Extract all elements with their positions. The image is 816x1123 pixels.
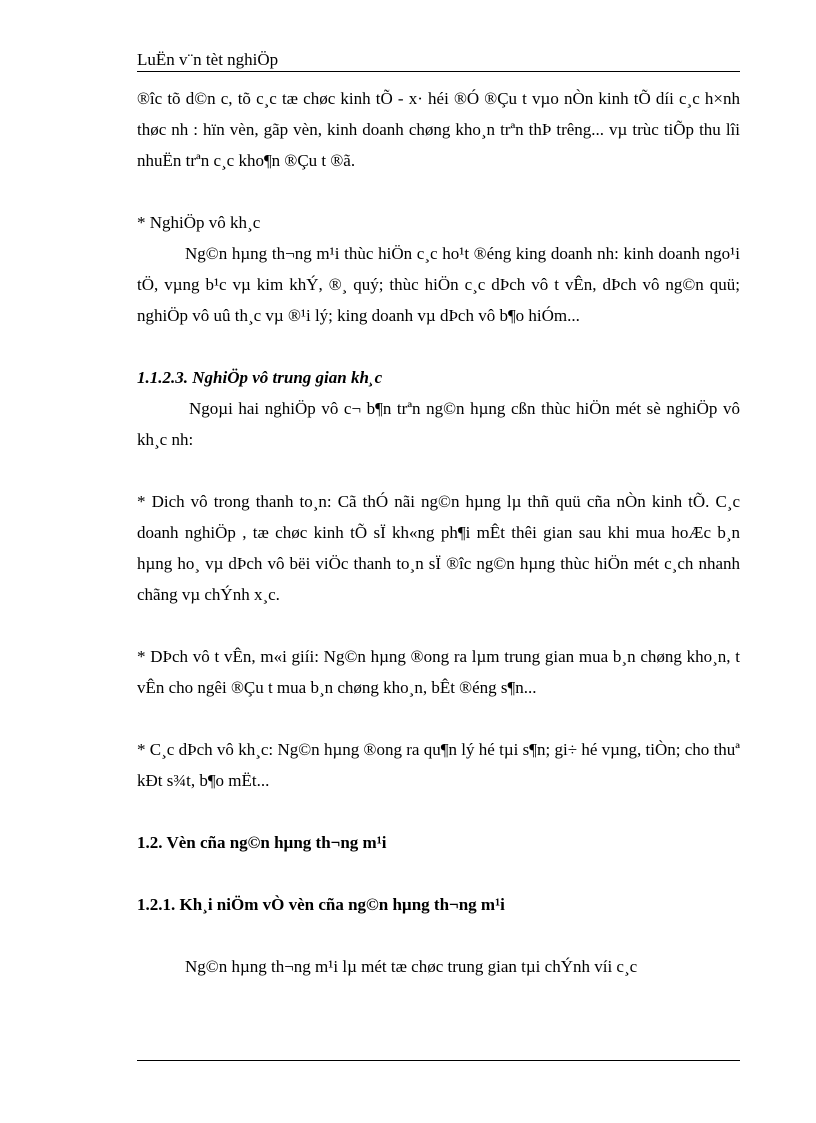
paragraph-investment: ®îc tõ d©n c, tõ c¸c tæ chøc kinh tÕ - x· héi ®Ó ®Çu t vµo nÒn kinh tÕ díi c¸c h×nh thøc nh : hïn vèn, gãp vèn, kinh doanh chøng kho¸n trªn thÞ trêng... vµ trùc tiÕp thu lîi nhuËn trªn c¸c kho¶n ®Çu t ®ã. bbox=[137, 89, 740, 170]
paragraph-brokerage-services: * DÞch vô t vÊn, m«i giíi: Ng©n hµng ®ong ra lµm trung gian mua b¸n chøng kho¸n, t vÊn cho ngêi ®Çu t mua b¸n chøng kho¸n, bÊt ®éng s¶n... bbox=[137, 647, 740, 697]
spacer bbox=[137, 796, 740, 827]
paragraph-other-services: Ng©n hµng th¬ng m¹i thùc hiÖn c¸c ho¹t ®éng king doanh nh: kinh doanh ngo¹i tÖ, vµng b¹c vµ kim khÝ, ®¸ quý; thùc hiÖn c¸c dÞch vô t vÊn, dÞch vô ng©n quü; nghiÖp vô uû th¸c vµ ®¹i lý; king doanh vµ dÞch vô b¶o hiÓm... bbox=[137, 244, 740, 325]
spacer bbox=[137, 610, 740, 641]
spacer bbox=[137, 331, 740, 362]
spacer bbox=[137, 176, 740, 207]
section-heading-1-2: 1.2. Vèn cña ng©n hµng th¬ng m¹i bbox=[137, 833, 387, 852]
spacer bbox=[137, 703, 740, 734]
paragraph-intermediary-intro: Ngoµi hai nghiÖp vô c¬ b¶n trªn ng©n hµng cßn thùc hiÖn mét sè nghiÖp vô kh¸c nh: bbox=[137, 399, 740, 449]
document-body bbox=[137, 83, 740, 982]
spacer bbox=[137, 455, 740, 486]
paragraph-misc-services: * C¸c dÞch vô kh¸c: Ng©n hµng ®ong ra qu¶n lý hé tµi s¶n; gi÷ hé vµng, tiÒn; cho thuª kÐt s¾t, b¶o mËt... bbox=[137, 740, 740, 790]
spacer bbox=[137, 858, 740, 889]
page-header: LuËn v¨n tèt nghiÖp bbox=[137, 50, 279, 69]
heading-other-services: * NghiÖp vô kh¸c bbox=[137, 213, 261, 232]
header-rule bbox=[137, 71, 740, 72]
section-heading-1-2-1: 1.2.1. Kh¸i niÖm vÒ vèn cña ng©n hµng th¬ng m¹i bbox=[137, 895, 505, 914]
footer-rule bbox=[137, 1060, 740, 1061]
paragraph-payment-services: * Dich vô trong thanh to¸n: Cã thÓ nãi ng©n hµng lµ thñ quü cña nÒn kinh tÕ. C¸c doanh nghiÖp , tæ chøc kinh tÕ sÏ kh«ng ph¶i mÊt thêi gian sau khi mua hoÆc b¸n hµng ho¸ vµ dÞch vô bëi viÖc thanh to¸n sÏ ®îc ng©n hµng thùc hiÖn mét c¸ch nhanh chãng vµ chÝnh x¸c. bbox=[137, 492, 740, 604]
spacer bbox=[137, 920, 740, 951]
section-heading-1-1-2-3: 1.1.2.3. NghiÖp vô trung gian kh¸c bbox=[137, 368, 383, 387]
paragraph-bank-definition: Ng©n hµng th¬ng m¹i lµ mét tæ chøc trung gian tµi chÝnh víi c¸c bbox=[185, 957, 638, 976]
